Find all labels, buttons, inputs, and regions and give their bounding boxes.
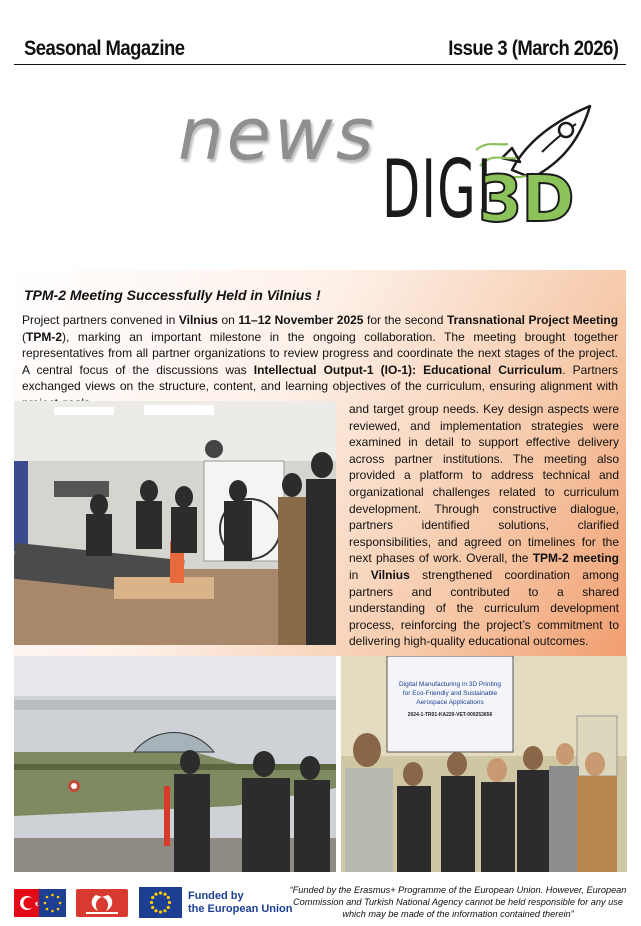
side-run: TPM-2 meeting bbox=[532, 551, 619, 566]
lead-run: ( bbox=[22, 329, 26, 344]
side-run: and target group needs. Key design aspects were reviewed, and implementation strategies were examined in detail to support effective delivery across partner institutions. The meeting also provided a platform to address technical and organizational challenges related to curriculum development. Through constructive dialogue, partners identified solutions, clarified responsibilities, and agreed on timelines for the next phases of work. Overall, the bbox=[349, 402, 619, 566]
lead-run: ), marking an important milestone in the ongoing collaboration. The meeting brought together representatives from all partner organizations to review progress and coordinate the next stages of the project. A central focus of the discussions was bbox=[22, 329, 618, 377]
article-title: TPM-2 Meeting Successfully Held in Vilnius ! bbox=[24, 287, 321, 303]
lead-run: . Partners exchanged views on the structure, content, and learning objectives of the curriculum, ensuring alignment with bbox=[22, 362, 619, 394]
logo-news-text: news bbox=[178, 92, 377, 176]
photo-drone-workshop bbox=[14, 401, 336, 645]
funding-disclaimer: “Funded by the Erasmus+ Programme of the European Union. However, European Commission and Turkish National Agency cannot be held responsible for any use which may be made of the information contained therein” bbox=[289, 885, 627, 919]
lead-run: TPM-2 bbox=[26, 329, 62, 344]
funded-line-1: Funded by bbox=[188, 890, 244, 902]
article-side-paragraph bbox=[349, 401, 619, 650]
photo-group-presentation bbox=[341, 656, 627, 872]
lead-run: Transnational Project Meeting bbox=[446, 313, 619, 327]
eu-funding-label bbox=[188, 890, 293, 916]
magazine-name: Seasonal Magazine bbox=[24, 37, 185, 60]
lead-run: 11–12 November 2025 bbox=[238, 313, 364, 327]
screen-line-2: for Eco-Friendly and Sustainable bbox=[402, 690, 498, 697]
lead-run: Intellectual Output-1 (IO-1): Educational Curriculum bbox=[253, 362, 563, 377]
partner-logo bbox=[76, 889, 128, 917]
lead-run: Vilnius bbox=[178, 313, 218, 327]
side-run: strengthened coordination among partners and contributed to a shared understanding of the curriculum development process, reinforcing the project’s commitment to delivering high-quality educational outcomes. bbox=[349, 567, 619, 649]
eu-flag-small-icon bbox=[39, 889, 66, 917]
lead-run: on bbox=[217, 313, 239, 327]
logo-digi-text: DIGI bbox=[382, 143, 493, 236]
screen-line-1: Digital Manufacturing in 3D Printing bbox=[399, 681, 501, 688]
side-run: Vilnius bbox=[370, 567, 410, 582]
lead-run: for the second bbox=[363, 313, 447, 327]
screen-line-4: 2024-1-TR01-KA220-VET-000253656 bbox=[407, 712, 493, 718]
photo-jet-hangar bbox=[14, 656, 336, 872]
screen-line-3: Aerospace Applications bbox=[416, 699, 484, 706]
issue-label: Issue 3 (March 2026) bbox=[447, 37, 618, 60]
funded-line-2: the European Union bbox=[188, 903, 293, 915]
side-run: in bbox=[349, 567, 371, 582]
masthead bbox=[14, 32, 626, 65]
eu-flag-icon bbox=[139, 887, 182, 918]
lead-run: Project partners convened in bbox=[22, 313, 179, 327]
logo-3d-text: 3D bbox=[478, 163, 574, 237]
article-lead-paragraph bbox=[22, 312, 618, 412]
